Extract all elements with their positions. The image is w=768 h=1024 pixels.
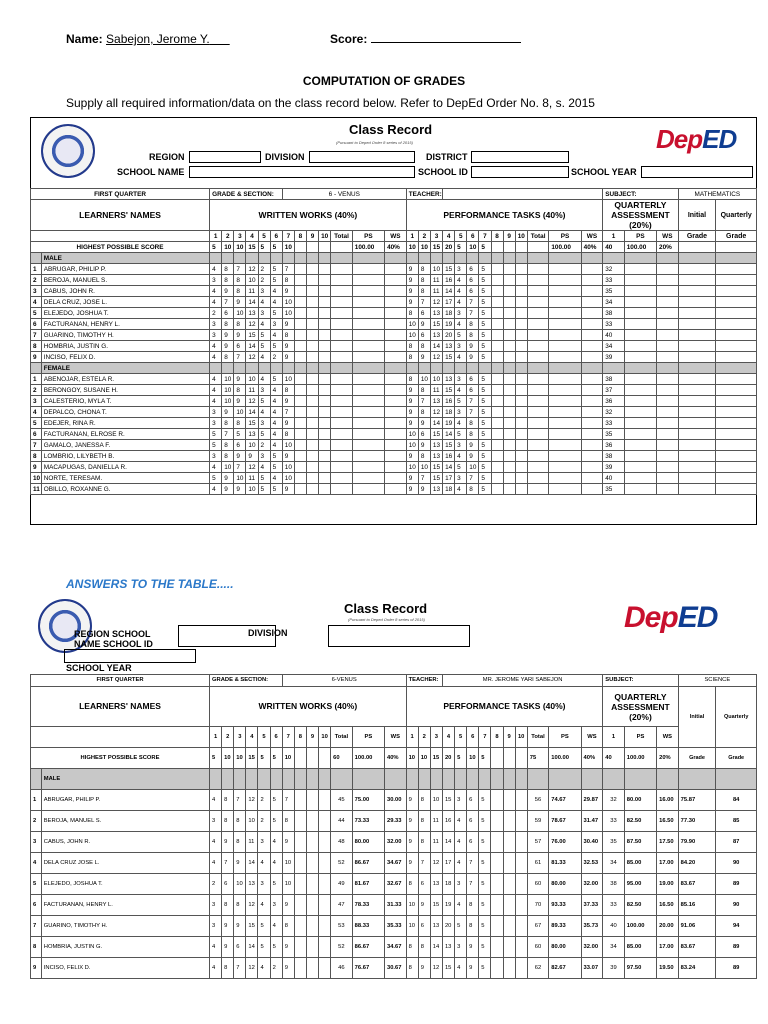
table-row: 5 ELEJEDO, JOSHUA T. 2 6 10 13 3 5 10 49 81.67 32.67 8 6 13 18 3 7 5 60 80.00 32.00 38 95.00 19.00 83.67 89	[31, 874, 757, 895]
student-name: NORTE, TERESAM.	[41, 473, 209, 484]
student-name: EDEJER, RINA R.	[41, 418, 209, 429]
table-row: 6 FACTURANAN, HENRY L. 3 8 8 12 4 3 9 10 9 15 19 4 8 5 33	[31, 319, 757, 330]
initial-header-2: Initial	[678, 687, 716, 748]
table-row: 9 MACAPUGAS, DANIELLA R. 4 10 7 12 4 5 10 10 10 15 14 5 10 5 39	[31, 462, 757, 473]
region-field[interactable]	[189, 151, 261, 163]
section-male-2: MALE	[31, 769, 757, 790]
table-row: 2 BERONGOY, SUSANE H. 4 10 8 11 3 4 8 9 8 11 15 4 6 5 37	[31, 385, 757, 396]
answers-heading: ANSWERS TO THE TABLE.....	[66, 577, 234, 591]
division-field-2[interactable]	[328, 625, 470, 647]
table-row: 3 CABUS, JOHN R. 4 9 8 11 3 4 9 48 80.00 32.00 9 8 11 14 4 6 5 57 76.00 30.40 35 87.50 17.50 79.90 87	[31, 832, 757, 853]
quarter-label-2: FIRST QUARTER	[31, 675, 210, 687]
student-name: ELEJEDO, JOSHUA T.	[41, 874, 209, 895]
student-name: BEROJA, MANUEL S.	[41, 811, 209, 832]
class-record-1	[30, 117, 757, 525]
district-label: DISTRICT	[426, 152, 468, 162]
subject-label-2: SUBJECT:	[603, 675, 678, 687]
subject-value: MATHEMATICS	[678, 189, 756, 200]
grade-section-value: 6 - VENUS	[282, 189, 406, 200]
table-row: 10 NORTE, TERESAM. 5 9 10 11 5 4 10 9 7 15 17 3 7 5 40	[31, 473, 757, 484]
teacher-label: TEACHER:	[406, 189, 442, 200]
student-name: ABRUGAR, PHILIP P.	[41, 264, 209, 275]
score-line	[330, 32, 521, 46]
quarterly-header: Quarterly	[716, 200, 757, 231]
table-row: 4 DELA CRUZ, JOSE L. 4 7 9 14 4 4 10 9 7 12 17 4 7 5 34	[31, 297, 757, 308]
table-row: 5 EDEJER, RINA R. 3 8 8 15 3 4 9 9 9 14 19 4 8 5 33	[31, 418, 757, 429]
table-row: 9 INCISO, FELIX D. 4 8 7 12 4 2 9 46 76.67 30.67 8 9 12 15 4 9 5 62 82.67 33.07 39 97.50 19.50 83.24 89	[31, 958, 757, 979]
record1-table	[30, 188, 757, 495]
student-name: FACTURANAN, HENRY L.	[41, 319, 209, 330]
student-name: ELEJEDO, JOSHUA T.	[41, 308, 209, 319]
deped-logo: DepED	[656, 124, 737, 154]
table-row: 3 CALESTERIO, MYLA T. 4 10 9 12 5 4 9 9 7 13 16 5 7 5 36	[31, 396, 757, 407]
student-name: ABRUGAR, PHILIP P.	[41, 790, 209, 811]
student-name: CABUS, JOHN R.	[41, 832, 209, 853]
record2-table	[30, 674, 757, 979]
name-value: Sabejon, Jerome Y.	[106, 32, 210, 46]
grade-section-value-2: 6-VENUS	[282, 675, 406, 687]
student-name: BEROJA, MANUEL S.	[41, 275, 209, 286]
division-field[interactable]	[309, 151, 415, 163]
student-name: HOMBRIA, JUSTIN G.	[41, 937, 209, 958]
table-row: 5 ELEJEDO, JOSHUA T. 2 6 10 13 3 5 10 8 6 13 18 3 7 5 38	[31, 308, 757, 319]
quarterly-assessment-header-2: QUARTERLY ASSESSMENT (20%)	[603, 687, 678, 727]
table-row: 4 DEPALCO, CHONA T. 3 9 10 14 4 4 7 9 8 12 18 3 7 5 32	[31, 407, 757, 418]
record1-title: Class Record	[349, 122, 433, 137]
page-title: COMPUTATION OF GRADES	[302, 74, 466, 88]
student-name: INCISO, FELIX D.	[41, 352, 209, 363]
name-school-id-label: NAME SCHOOL ID	[74, 639, 153, 649]
table-row: 2 BEROJA, MANUEL S. 3 8 8 10 2 5 8 44 73.33 29.33 9 8 11 16 4 6 5 59 78.67 31.47 33 82.50 16.50 77.30 85	[31, 811, 757, 832]
school-year-label: SCHOOL YEAR	[571, 167, 637, 177]
student-name: GUARINO, TIMOTHY H.	[41, 330, 209, 341]
table-row: 7 GAMALO, JANESSA F. 5 8 6 10 2 4 10 10 9 13 15 3 9 5 36	[31, 440, 757, 451]
record2-header-row	[31, 687, 757, 727]
score-label: Score:	[330, 32, 368, 46]
performance-tasks-header-2: PERFORMANCE TASKS (40%)	[406, 687, 603, 727]
school-year-field[interactable]	[641, 166, 753, 178]
score-blank	[371, 32, 521, 43]
school-id-field[interactable]	[471, 166, 569, 178]
teacher-value-2: MR. JEROME YARI SABEJON	[442, 675, 602, 687]
table-row: 4 DELA CRUZ JOSE L. 4 7 9 14 4 4 10 52 86.67 34.67 9 7 12 17 4 7 5 61 81.33 32.53 34 85.00 17.00 84.20 90	[31, 853, 757, 874]
table-row: 11 OBILLO, ROXANNE G. 4 9 9 10 5 5 9 9 9 13 18 4 8 5 35	[31, 484, 757, 495]
district-field[interactable]	[471, 151, 569, 163]
table-row: 1 ABRUGAR, PHILIP P. 4 8 7 12 2 5 7 9 8 10 15 3 6 5 32	[31, 264, 757, 275]
student-name: FACTURANAN, HENRY L.	[41, 895, 209, 916]
written-works-header: WRITTEN WORKS (40%)	[210, 200, 407, 231]
record2-subtitle: (Pursuant to Deped Order 8 series of 2015)	[348, 617, 425, 622]
school-id-label: SCHOOL ID	[418, 167, 468, 177]
table-row: 7 GUARINO, TIMOTHY H. 3 9 9 15 5 4 8 10 6 13 20 5 8 5 40	[31, 330, 757, 341]
name-label: Name:	[66, 32, 103, 46]
student-name: DELA CRUZ JOSE L.	[41, 853, 209, 874]
section-male: MALE	[31, 253, 757, 264]
teacher-value	[443, 189, 603, 200]
hps-row-2: HIGHEST POSSIBLE SCORE 5 10 10 15 5 5 10 60 100.00 40% 10 10 15 20 5 10 5 75 100.00 40% 40 100.00 20% Grade Grade	[31, 748, 757, 769]
table-row: 7 GUARINO, TIMOTHY H. 3 9 9 15 5 4 8 53 88.33 35.33 10 6 13 20 5 8 5 67 89.33 35.73 40 100.00 20.00 91.06 94	[31, 916, 757, 937]
name-line	[66, 32, 230, 46]
initial-header: Initial	[678, 200, 716, 231]
student-name: INCISO, FELIX D.	[41, 958, 209, 979]
teacher-label-2: TEACHER:	[406, 675, 442, 687]
deped-logo-2: DepED	[624, 601, 718, 634]
student-name: FACTURANAN, ELROSE R.	[41, 429, 209, 440]
grade-section-label: GRADE & SECTION:	[210, 189, 283, 200]
table-row: 9 INCISO, FELIX D. 4 8 7 12 4 2 9 8 9 12 15 4 9 5 39	[31, 352, 757, 363]
table-row: 8 LOMBRIO, LILYBETH B. 3 8 9 9 3 5 9 9 8 13 16 4 9 5 38	[31, 451, 757, 462]
division-label: DIVISION	[265, 152, 305, 162]
hps-row: HIGHEST POSSIBLE SCORE 5 10 10 15 5 5 10 100.00 40% 10 10 15 20 5 10 5 100.00 40% 40 100.00 20%	[31, 242, 757, 253]
record1-info-row	[31, 189, 757, 200]
table-row: 8 HOMBRIA, JUSTIN G. 4 9 6 14 5 5 9 8 8 14 13 3 9 5 34	[31, 341, 757, 352]
region-label: REGION	[149, 152, 185, 162]
class-record-2	[30, 597, 757, 997]
student-name: GUARINO, TIMOTHY H.	[41, 916, 209, 937]
table-row: 2 BEROJA, MANUEL S. 3 8 8 10 2 5 8 9 8 11 16 4 6 5 33	[31, 275, 757, 286]
performance-tasks-header: PERFORMANCE TASKS (40%)	[406, 200, 603, 231]
subject-value-2: SCIENCE	[678, 675, 756, 687]
table-row: 1 ABENOJAR, ESTELA R. 4 10 9 10 4 5 10 8 10 10 13 3 6 5 38	[31, 374, 757, 385]
student-name: CALESTERIO, MYLA T.	[41, 396, 209, 407]
region-school-label: REGION SCHOOL	[74, 629, 151, 639]
written-works-header-2: WRITTEN WORKS (40%)	[210, 687, 407, 727]
subject-label: SUBJECT:	[603, 189, 678, 200]
student-name: CABUS, JOHN R.	[41, 286, 209, 297]
student-name: BERONGOY, SUSANE H.	[41, 385, 209, 396]
student-name: DELA CRUZ, JOSE L.	[41, 297, 209, 308]
learners-names-header-2: LEARNERS' NAMES	[31, 687, 210, 727]
table-row: 6 FACTURANAN, HENRY L. 3 8 8 12 4 3 9 47 78.33 31.33 10 9 15 19 4 8 5 70 93.33 37.33 33 82.50 16.50 85.16 90	[31, 895, 757, 916]
record2-title: Class Record	[344, 601, 428, 616]
student-name: LOMBRIO, LILYBETH B.	[41, 451, 209, 462]
record1-header-row	[31, 200, 757, 231]
instructions: Supply all required information/data on the class record below. Refer to DepEd Order No. 8, s. 2015	[66, 96, 595, 110]
student-name: HOMBRIA, JUSTIN G.	[41, 341, 209, 352]
table-row: 8 HOMBRIA, JUSTIN G. 4 9 6 14 5 5 9 52 86.67 34.67 8 8 14 13 3 9 5 60 80.00 32.00 34 85.00 17.00 83.67 89	[31, 937, 757, 958]
school-name-label: SCHOOL NAME	[117, 167, 185, 177]
section-female: FEMALE	[31, 363, 757, 374]
hps-label-2: HIGHEST POSSIBLE SCORE	[31, 748, 210, 769]
student-name: GAMALO, JANESSA F.	[41, 440, 209, 451]
school-name-field-2[interactable]	[64, 649, 196, 663]
student-name: DEPALCO, CHONA T.	[41, 407, 209, 418]
quarterly-assessment-header: QUARTERLY ASSESSMENT (20%)	[603, 200, 678, 231]
record2-info-row	[31, 675, 757, 687]
table-row: 6 FACTURANAN, ELROSE R. 5 7 5 13 5 4 8 10 6 15 14 5 8 5 35	[31, 429, 757, 440]
student-name: MACAPUGAS, DANIELLA R.	[41, 462, 209, 473]
record1-number-row: 1 2 3 4 5 6 7 8 9 10 Total PS WS 1 2 3 4 5 6 7 8 9 10 Total PS WS 1 PS WS Grade Grade	[31, 231, 757, 242]
division-label-2: DIVISION	[248, 628, 288, 638]
student-name: OBILLO, ROXANNE G.	[41, 484, 209, 495]
student-name: ABENOJAR, ESTELA R.	[41, 374, 209, 385]
quarterly-header-2: Quarterly	[716, 687, 757, 748]
quarter-label: FIRST QUARTER	[31, 189, 210, 200]
learners-names-header: LEARNERS' NAMES	[31, 200, 210, 231]
record1-subtitle: (Pursuant to Deped Order 8 series of 2015)	[336, 140, 413, 145]
record2-number-row: 1 2 3 4 5 6 7 8 9 10 Total PS WS 1 2 3 4 5 6 7 8 9 10 Total PS WS 1 PS WS	[31, 727, 757, 748]
table-row: 3 CABUS, JOHN R. 4 9 8 11 3 4 9 9 8 11 14 4 6 5 35	[31, 286, 757, 297]
school-year-label-2: SCHOOL YEAR	[66, 663, 132, 673]
school-name-field[interactable]	[189, 166, 415, 178]
deped-seal-logo	[41, 124, 95, 178]
grade-section-label-2: GRADE & SECTION:	[210, 675, 283, 687]
hps-label: HIGHEST POSSIBLE SCORE	[31, 242, 210, 253]
table-row: 1 ABRUGAR, PHILIP P. 4 8 7 12 2 5 7 45 75.00 30.00 9 8 10 15 3 6 5 56 74.67 29.87 32 80.00 16.00 75.87 84	[31, 790, 757, 811]
